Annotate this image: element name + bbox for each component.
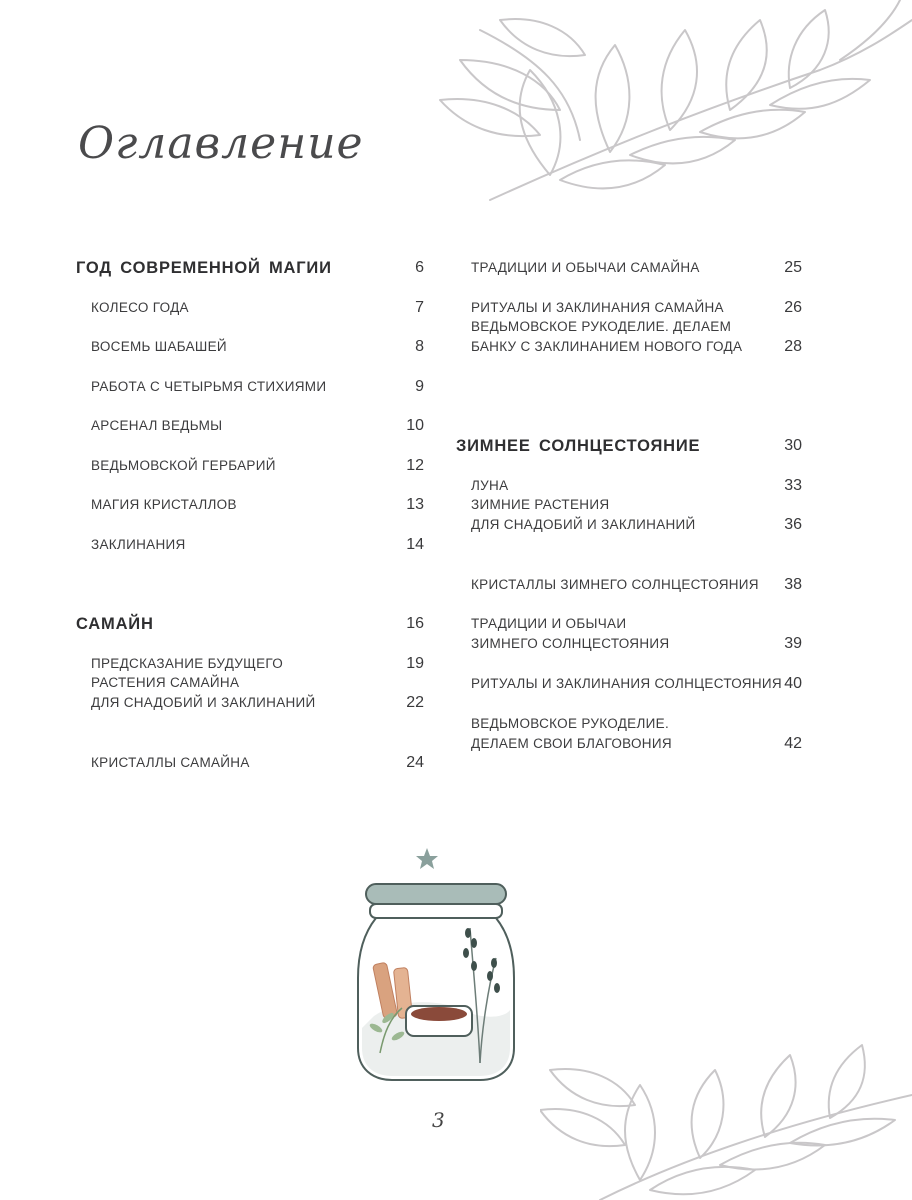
toc-entry-title (76, 298, 189, 318)
toc-subsection-entry (76, 673, 424, 713)
toc-entry-title-line: ВОСЕМЬ ШАБАШЕЙ (91, 339, 227, 354)
toc-entry-page: 7 (415, 299, 424, 316)
toc-entry-page: 33 (784, 477, 802, 494)
toc-subsection-entry (76, 416, 424, 436)
page-title: Оглавление (78, 118, 364, 169)
toc-entry-title-line: ДЛЯ СНАДОБИЙ И ЗАКЛИНАНИЙ (91, 695, 316, 710)
toc-subsection-entry (456, 575, 802, 595)
toc-entry-page: 6 (415, 259, 424, 276)
toc-entry-title (456, 258, 700, 278)
toc-entry-page: 22 (406, 694, 424, 711)
toc-entry-page: 42 (784, 735, 802, 752)
toc-entry-page: 19 (406, 655, 424, 672)
toc-entry-title (456, 317, 742, 357)
toc-entry-title (76, 654, 283, 674)
toc-entry-title (76, 495, 237, 515)
toc-entry-title-line: ЗАКЛИНАНИЯ (91, 537, 186, 552)
toc-entry-title-line: МАГИЯ КРИСТАЛЛОВ (91, 497, 237, 512)
leaf-branch-bottom-decoration (540, 1040, 912, 1200)
toc-section-entry (76, 614, 424, 634)
toc-entry-title-line: ЗИМНЕГО СОЛНЦЕСТОЯНИЯ (471, 636, 670, 651)
toc-entry-title-line: КРИСТАЛЛЫ ЗИМНЕГО СОЛНЦЕСТОЯНИЯ (471, 577, 759, 592)
toc-entry-title-line: САМАЙН (76, 615, 154, 633)
toc-entry-title-line: ВЕДЬМОВСКОЕ РУКОДЕЛИЕ. (471, 716, 669, 731)
toc-entry-title (456, 436, 700, 456)
toc-subsection-entry (456, 298, 802, 318)
toc-entry-page: 38 (784, 576, 802, 593)
toc-entry-page: 25 (784, 259, 802, 276)
toc-subsection-entry (76, 456, 424, 476)
toc-entry-title (456, 674, 782, 694)
toc-subsection-entry (456, 258, 802, 278)
toc-subsection-entry (456, 714, 802, 754)
toc-entry-title (456, 495, 696, 535)
toc-entry-title-line: ДЛЯ СНАДОБИЙ И ЗАКЛИНАНИЙ (471, 517, 696, 532)
toc-entry-title (456, 476, 508, 496)
toc-subsection-entry (76, 495, 424, 515)
toc-subsection-entry (456, 674, 802, 694)
toc-subsection-entry (76, 654, 424, 674)
page-number: 3 (432, 1108, 445, 1132)
toc-entry-title-line: ВЕДЬМОВСКОЕ РУКОДЕЛИЕ. ДЕЛАЕМ (471, 319, 732, 334)
toc-subsection-entry (76, 753, 424, 773)
jar-illustration (350, 848, 520, 1088)
toc-entry-title (456, 575, 759, 595)
toc-subsection-entry (456, 476, 802, 496)
toc-entry-page: 10 (406, 417, 424, 434)
toc-entry-title (456, 614, 669, 654)
toc-entry-page: 14 (406, 536, 424, 553)
toc-subsection-entry (76, 377, 424, 397)
toc-entry-page: 13 (406, 496, 424, 513)
toc-entry-title (76, 416, 222, 436)
toc-entry-title (76, 258, 332, 278)
toc-entry-title-line: ВЕДЬМОВСКОЙ ГЕРБАРИЙ (91, 458, 276, 473)
toc-entry-page: 26 (784, 299, 802, 316)
toc-entry-title-line: ДЕЛАЕМ СВОИ БЛАГОВОНИЯ (471, 736, 672, 751)
star-icon (416, 848, 438, 869)
toc-entry-title-line: ТРАДИЦИИ И ОБЫЧАИ САМАЙНА (471, 260, 700, 275)
toc-entry-title-line: ЗИМНЕЕ СОЛНЦЕСТОЯНИЕ (456, 437, 701, 455)
toc-entry-title-line: КРИСТАЛЛЫ САМАЙНА (91, 755, 250, 770)
toc-entry-title (456, 298, 724, 318)
toc-entry-page: 39 (784, 635, 802, 652)
toc-entry-page: 40 (784, 675, 802, 692)
toc-subsection-entry (456, 614, 802, 654)
toc-entry-title-line: АРСЕНАЛ ВЕДЬМЫ (91, 418, 223, 433)
toc-entry-title-line: ЛУНА (471, 478, 509, 493)
toc-entry-title (76, 535, 186, 555)
toc-entry-page: 36 (784, 516, 802, 533)
toc-entry-title-line: ТРАДИЦИИ И ОБЫЧАИ (471, 616, 627, 631)
toc-entry-title-line: РАБОТА С ЧЕТЫРЬМЯ СТИХИЯМИ (91, 379, 327, 394)
toc-entry-title-line: ГОД СОВРЕМЕННОЙ МАГИИ (76, 259, 332, 277)
toc-entry-page: 8 (415, 338, 424, 355)
toc-entry-title-line: КОЛЕСО ГОДА (91, 300, 189, 315)
toc-entry-title (76, 377, 326, 397)
toc-entry-title (76, 337, 227, 357)
toc-entry-title-line: РАСТЕНИЯ САМАЙНА (91, 675, 240, 690)
toc-entry-page: 30 (784, 437, 802, 454)
toc-entry-title (456, 714, 672, 754)
toc-entry-title-line: РИТУАЛЫ И ЗАКЛИНАНИЯ СОЛНЦЕСТОЯНИЯ (471, 676, 782, 691)
toc-entry-title-line: БАНКУ С ЗАКЛИНАНИЕМ НОВОГО ГОДА (471, 339, 743, 354)
toc-subsection-entry (456, 317, 802, 357)
toc-subsection-entry (76, 337, 424, 357)
toc-entry-title (76, 753, 250, 773)
toc-entry-title (76, 456, 276, 476)
toc-section-entry (456, 436, 802, 456)
toc-entry-page: 28 (784, 338, 802, 355)
toc-entry-page: 9 (415, 378, 424, 395)
toc-section-entry (76, 258, 424, 278)
toc-subsection-entry (76, 535, 424, 555)
toc-entry-page: 16 (406, 615, 424, 632)
toc-entry-title-line: ПРЕДСКАЗАНИЕ БУДУЩЕГО (91, 656, 284, 671)
toc-entry-title (76, 614, 154, 634)
toc-entry-title (76, 673, 316, 713)
toc-subsection-entry (76, 298, 424, 318)
toc-entry-page: 12 (406, 457, 424, 474)
leaf-branch-top-decoration (400, 0, 912, 210)
toc-entry-page: 24 (406, 754, 424, 771)
toc-subsection-entry (456, 495, 802, 535)
toc-entry-title-line: ЗИМНИЕ РАСТЕНИЯ (471, 497, 610, 512)
toc-entry-title-line: РИТУАЛЫ И ЗАКЛИНАНИЯ САМАЙНА (471, 300, 724, 315)
